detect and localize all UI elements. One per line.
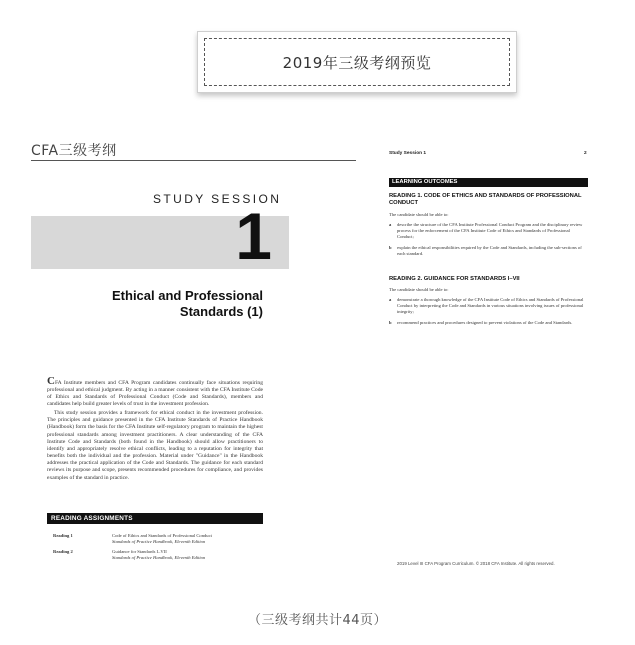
learning-outcomes-header: LEARNING OUTCOMES	[389, 178, 588, 187]
outcome-letter: a	[389, 222, 392, 227]
reading-title: Guidance for Standards I–VII	[112, 549, 167, 554]
reading-1-heading: READING 1. CODE OF ETHICS AND STANDARDS OF PROFESSIONAL CONDUCT	[389, 193, 582, 207]
reading-label: Reading 2	[53, 549, 73, 554]
study-session-label: STUDY SESSION	[153, 192, 282, 206]
reading-1-lead: The candidate should be able to:	[389, 212, 449, 217]
preview-banner	[197, 31, 517, 93]
reading-2-lead: The candidate should be able to:	[389, 287, 449, 292]
outcome-text: explain the ethical responsibilities required by the Code and Standards, including the sub-sections of each standard.	[397, 245, 582, 256]
reading-description	[112, 533, 262, 545]
reading-description	[112, 549, 262, 561]
title-line-2: Standards (1)	[179, 304, 263, 319]
study-session-number: 1	[235, 199, 272, 273]
page-count-caption: （三级考纲共计44页）	[247, 613, 388, 628]
outcome-letter: b	[389, 320, 392, 325]
outcome-letter: a	[389, 297, 392, 302]
dropcap: C	[47, 375, 55, 387]
outcome-text: demonstrate a thorough knowledge of the CFA Institute Code of Ethics and Standards of Professional Conduct by interpreting the Code and Standards in various situations involving issues of professional integrity;	[397, 297, 584, 314]
banner-title: 2019年三级考纲预览	[282, 53, 432, 72]
right-page-number: 2	[584, 151, 587, 156]
outcome-letter: b	[389, 245, 392, 250]
reading-label: Reading 1	[53, 533, 73, 538]
copyright-footer: 2019 Level III CFA Program Curriculum. © 2018 CFA Institute. All rights reserved.	[397, 561, 555, 566]
intro-text	[47, 377, 263, 483]
intro-paragraph-2: This study session provides a framework for ethical conduct in the investment profession. The principles and guidance presented in the CFA Institute Standards of Practice Handbook (Handbook) form the basis for the CFA Institute self-regulatory program to maintain the highest professional standards among investment practitioners. A clear understanding of the CFA Institute Code and Standards (both found in the Handbook) should allow practitioners to identify and appropriately resolve ethical conflicts, leading to a reputation for integrity that benefits both the individual and the profession. Material under "Guidance" in the Handbook addresses the practical application of the Code and Standards. The guidance for each standard reviews its purpose and scope, presents recommended procedures for compliance, and provides examples of the standard in practice.	[47, 410, 263, 481]
brand-label: CFA三级考纲	[31, 143, 117, 159]
outcome-text: recommend practices and procedures designed to prevent violations of the Code and Standards.	[397, 320, 573, 325]
reading-source: Standards of Practice Handbook, Eleventh Edition	[112, 555, 206, 560]
reading-assignments-header: READING ASSIGNMENTS	[47, 513, 263, 524]
reading-2-heading: READING 2. GUIDANCE FOR STANDARDS I–VII	[389, 276, 520, 282]
brand-divider	[31, 160, 356, 161]
reading-title: Code of Ethics and Standards of Professional Conduct	[112, 533, 212, 538]
outcome-text: describe the structure of the CFA Institute Professional Conduct Program and the disciplinary review process for the enforcement of the CFA Institute Code of Ethics and Standards of Professional Conduct;	[397, 222, 583, 239]
title-line-1: Ethical and Professional	[112, 288, 263, 303]
intro-paragraph-1	[47, 377, 263, 409]
right-page-header: Study Session 1	[389, 151, 427, 156]
banner-dashed-frame	[204, 38, 510, 86]
reading-source: Standards of Practice Handbook, Eleventh Edition	[112, 539, 206, 544]
study-session-title	[60, 288, 263, 320]
intro-paragraph-1-text: FA Institute members and CFA Program candidates continually face situations requiring professional and ethical judgment. By acting in a manner consistent with the CFA Institute Code of Ethics and Standards of Professional Conduct (Code and Standards), members and candidates help build greater levels of trust in the investment profession.	[47, 380, 263, 408]
